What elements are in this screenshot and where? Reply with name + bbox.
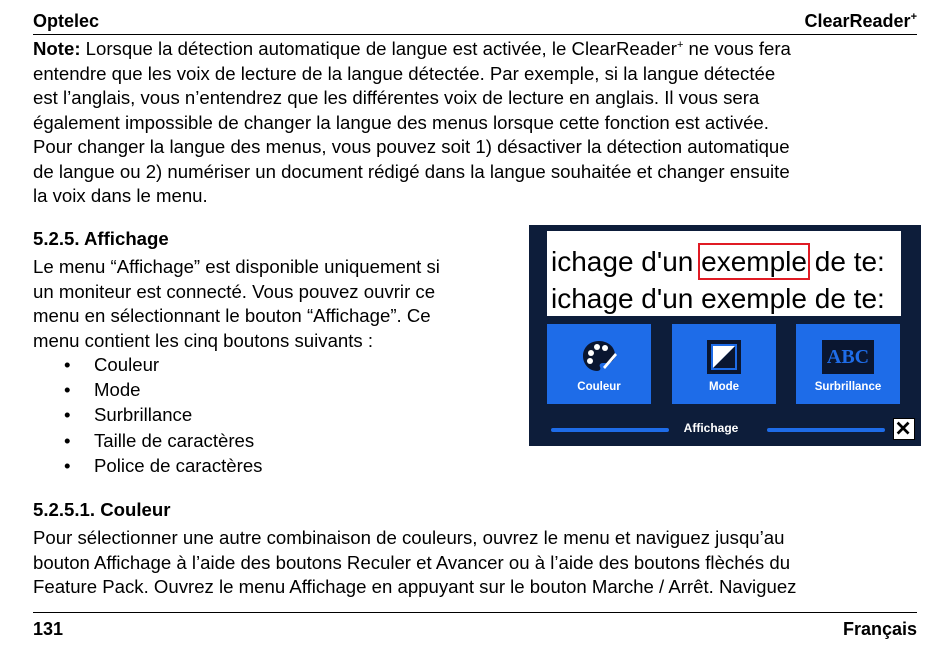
- preview-line: ichage d'un exemple de te:: [551, 246, 885, 277]
- list-item: • Police de caractères: [33, 453, 262, 478]
- couleur-button[interactable]: [547, 324, 651, 404]
- paragraph-line: un moniteur est connecté. Vous pouvez ouvrir ce: [33, 280, 436, 302]
- surbrillance-button[interactable]: [796, 324, 900, 404]
- close-button[interactable]: [893, 418, 915, 440]
- button-label: Mode: [708, 381, 740, 393]
- affichage-button-list: [33, 352, 262, 478]
- button-label: Couleur: [577, 381, 621, 393]
- paragraph-line: menu contient les cinq boutons suivants :: [33, 329, 374, 351]
- abc-highlight-icon: ABC: [822, 340, 874, 374]
- note-line: également impossible de changer la langue des menus lorsque cette fonction est activée.: [33, 111, 769, 133]
- affichage-menu-screenshot: [529, 225, 921, 446]
- menu-title: Affichage: [683, 421, 739, 435]
- list-item: • Taille de caractères: [33, 428, 262, 453]
- section-heading-couleur: 5.2.5.1. Couleur: [33, 499, 171, 520]
- couleur-paragraph: [33, 526, 796, 600]
- paragraph-line: Le menu “Affichage” est disponible uniquement si: [33, 256, 440, 277]
- note-line: Pour changer la langue des menus, vous pouvez soit 1) désactiver la détection automatique: [33, 136, 790, 157]
- list-item: • Couleur: [33, 352, 262, 377]
- affichage-paragraph: [33, 255, 440, 353]
- footer-language: Français: [842, 619, 917, 639]
- list-item: • Surbrillance: [33, 402, 262, 427]
- note-line: entendre que les voix de lecture de la langue détectée. Par exemple, si la langue détectée: [33, 62, 776, 84]
- note-line: de langue ou 2) numériser un document rédigé dans la langue souhaitée et changer ensuite: [33, 160, 790, 182]
- section-heading-affichage: 5.2.5. Affichage: [33, 228, 169, 249]
- list-item: • Mode: [33, 377, 262, 402]
- paragraph-line: Feature Pack. Ouvrez le menu Affichage en appuyant sur le bouton Marche / Arrêt. Naviguez: [33, 576, 797, 597]
- title-bar-line: [767, 428, 885, 432]
- contrast-mode-icon: [704, 337, 744, 377]
- note-line: la voix dans le menu.: [33, 185, 208, 206]
- button-label: Surbrillance: [814, 381, 882, 393]
- page-number: 131: [33, 619, 64, 639]
- paragraph-line: bouton Affichage à l’aide des boutons Reculer et Avancer ou à l’aide des boutons flèchés du: [33, 551, 791, 573]
- header-brand: Optelec: [33, 11, 100, 31]
- header-product: ClearReader+: [804, 11, 917, 31]
- note-line: Note: Lorsque la détection automatique de langue est activée, le ClearReader+ ne vous fera: [33, 38, 791, 59]
- preview-text-area: [547, 231, 901, 316]
- highlighted-word: exemple: [701, 246, 807, 277]
- page-header: [33, 10, 917, 35]
- page-footer: [33, 612, 917, 643]
- paragraph-line: menu en sélectionnant le bouton “Affichage”. Ce: [33, 305, 431, 326]
- palette-icon: [579, 337, 619, 377]
- note-paragraph: [33, 37, 791, 209]
- mode-button[interactable]: [672, 324, 776, 404]
- preview-line: ichage d'un exemple de te:: [551, 283, 885, 314]
- note-line: est l’anglais, vous n’entendrez que les différentes voix de lecture en anglais. Il vous sera: [33, 87, 760, 108]
- close-icon: [894, 419, 914, 439]
- note-label: Note:: [33, 38, 81, 59]
- paragraph-line: Pour sélectionner une autre combinaison de couleurs, ouvrez le menu et naviguez jusqu’au: [33, 527, 785, 548]
